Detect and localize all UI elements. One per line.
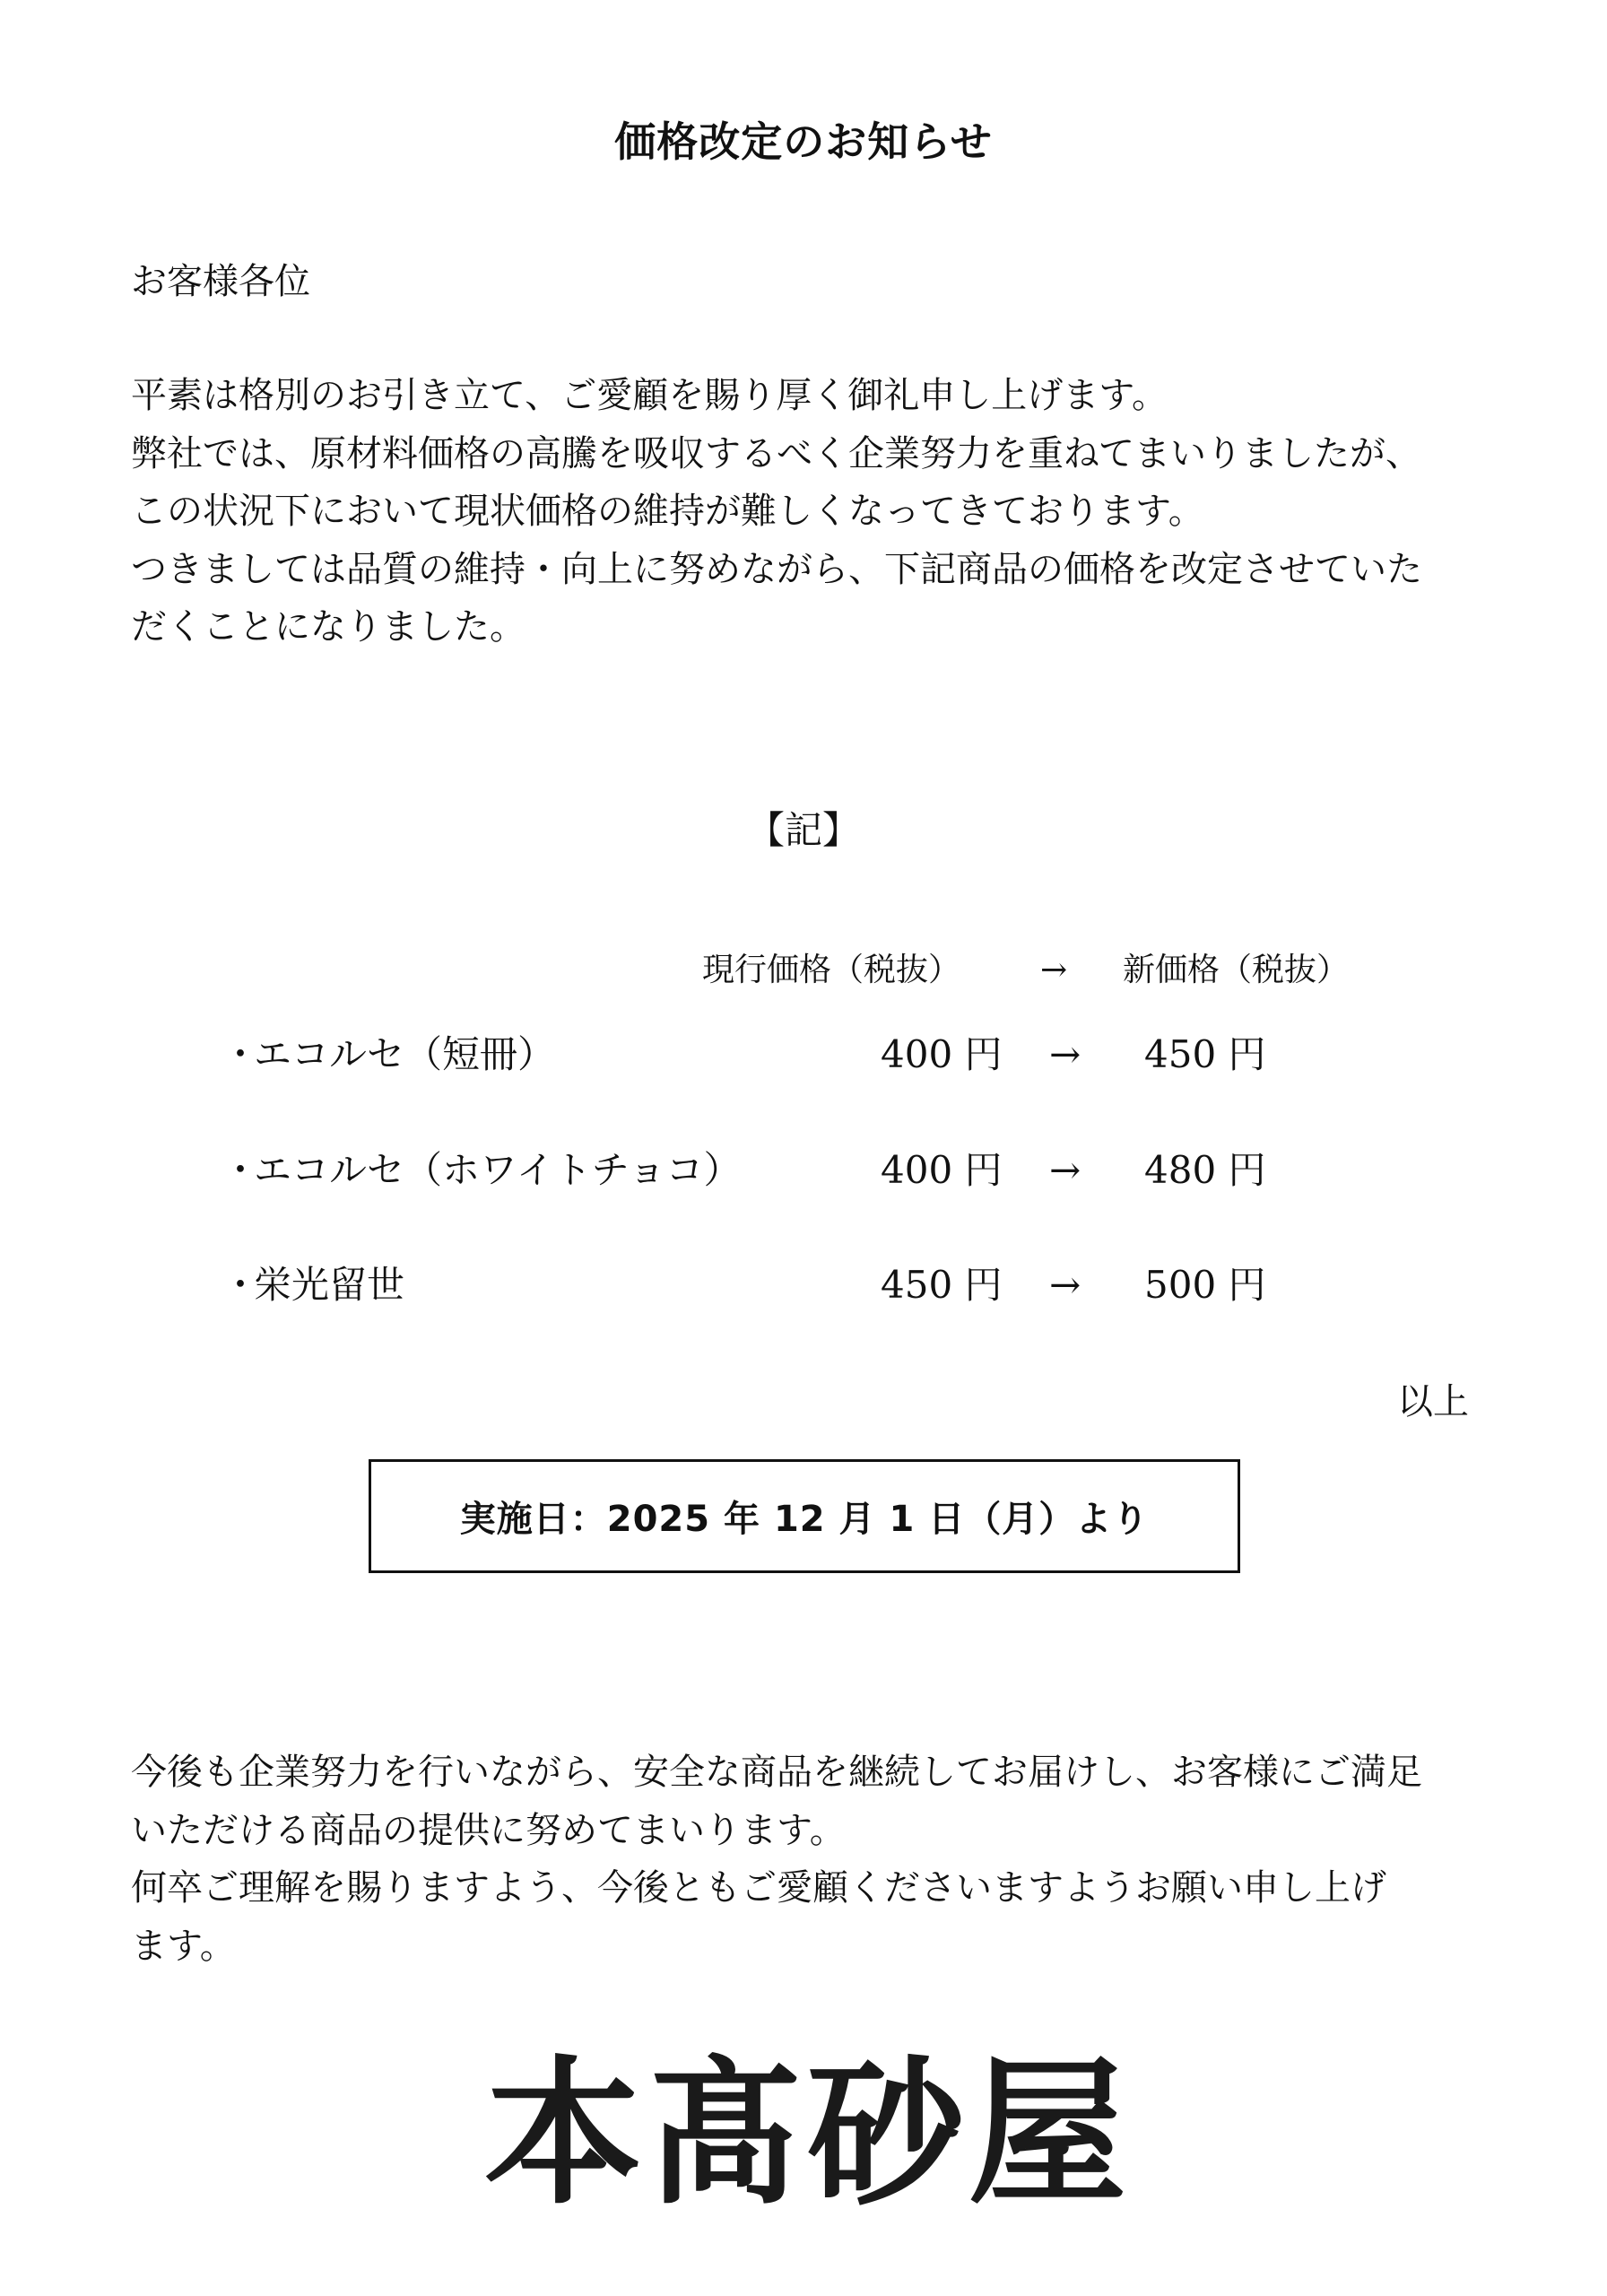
effective-date-box (369, 1459, 1240, 1573)
new-price: 480 円 (1144, 1148, 1266, 1192)
header-arrow-icon: → (1040, 952, 1068, 988)
price-row (0, 1258, 1607, 1312)
arrow-icon: → (1049, 1032, 1081, 1076)
closing-paragraph (131, 1744, 1494, 1975)
bullet-icon: ・ (222, 1032, 260, 1076)
product-name: 栄光留世 (254, 1263, 405, 1307)
price-row (0, 1144, 1607, 1197)
current-price: 400 円 (881, 1032, 1003, 1076)
salutation: お客様各位 (131, 261, 310, 302)
new-price: 500 円 (1144, 1263, 1266, 1307)
ijo-closing-mark: 以上 (1397, 1381, 1469, 1422)
intro-line: 弊社では、原材料価格の高騰を吸収するべく企業努力を重ねてまいりましたが、 (131, 432, 1421, 474)
closing-line: いただける商品の提供に努めてまいります。 (131, 1809, 846, 1851)
intro-line: この状況下において現状価格の維持が難しくなってきております。 (131, 491, 1204, 532)
header-new-price: 新価格（税抜） (1123, 952, 1350, 988)
closing-line: 今後も企業努力を行いながら、安全な商品を継続してお届けし、お客様にご満足 (131, 1752, 1422, 1793)
ki-heading: 【記】 (746, 808, 860, 852)
effective-date: 実施日：2025 年 12 月 1 日（月）より (459, 1499, 1150, 1540)
current-price: 450 円 (881, 1263, 1003, 1307)
page-title: 価格改定のお知らせ (614, 117, 993, 166)
header-current-price: 現行価格（税抜） (702, 952, 961, 988)
arrow-icon: → (1049, 1148, 1081, 1192)
bullet-icon: ・ (222, 1263, 260, 1307)
company-logo: 本髙砂屋 (484, 2042, 1131, 2226)
intro-paragraph (131, 367, 1494, 657)
closing-line: 何卒ご理解を賜りますよう、今後ともご愛顧くださいますようお願い申し上げ (131, 1867, 1386, 1909)
price-row (0, 1028, 1607, 1082)
product-name: エコルセ（ホワイトチョコ） (254, 1148, 742, 1192)
intro-line: だくことになりました。 (131, 606, 526, 648)
arrow-icon: → (1049, 1263, 1081, 1307)
new-price: 450 円 (1144, 1032, 1266, 1076)
intro-line: 平素は格別のお引き立て、ご愛顧を賜り厚く御礼申し上げます。 (131, 375, 1168, 416)
closing-line: ます。 (131, 1925, 236, 1967)
bullet-icon: ・ (222, 1148, 260, 1192)
intro-line: つきましては品質の維持・向上に努めながら、下記商品の価格を改定させていた (131, 548, 1422, 590)
product-name: エコルセ（短冊） (254, 1032, 556, 1076)
current-price: 400 円 (881, 1148, 1003, 1192)
